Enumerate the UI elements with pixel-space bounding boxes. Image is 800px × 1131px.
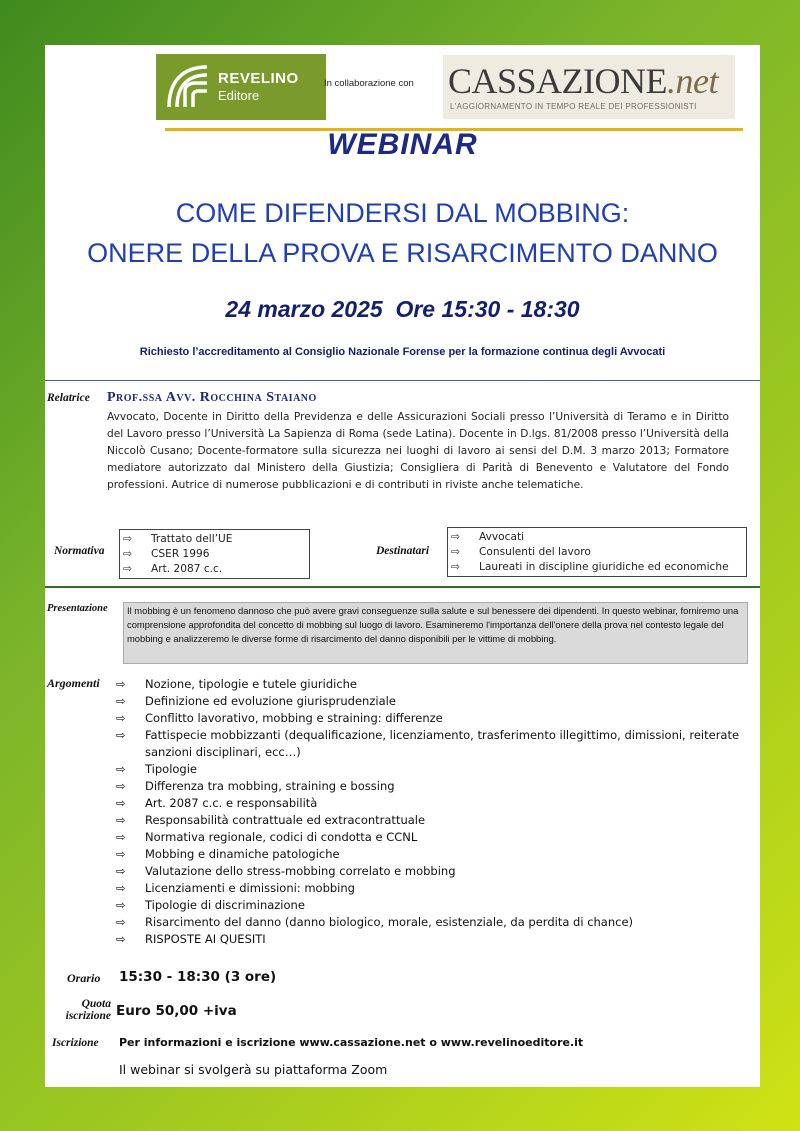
normativa-item: ⇨ Art. 2087 c.c.	[120, 562, 309, 577]
speaker-name-main: Rocchina Staiano	[199, 390, 317, 405]
arrow-right-icon: ⇨	[116, 881, 126, 895]
list-item: ⇨ Nozione, tipologie e tutele giuridiche	[116, 677, 358, 691]
destinatari-item: ⇨ Laureati in discipline giuridiche ed economiche	[448, 560, 746, 575]
arrow-right-icon: ⇨	[116, 898, 126, 912]
revelino-sub: Editore	[218, 88, 260, 103]
destinatari-item: ⇨ Consulenti del lavoro	[448, 545, 746, 560]
arrow-right-icon: ⇨	[116, 711, 126, 725]
list-item: ⇨ Conflitto lavorativo, mobbing e straining: differenze	[116, 711, 443, 725]
normativa-item: ⇨ Trattato dell’UE	[120, 532, 309, 547]
normativa-item: ⇨ CSER 1996	[120, 547, 309, 562]
cassazione-logo	[443, 55, 735, 119]
list-item: ⇨ Definizione ed evoluzione giurisprudenziale	[116, 694, 396, 708]
argomenti-label: Argomenti	[47, 676, 100, 690]
quota-label	[53, 998, 111, 1022]
iscrizione-value: Per informazioni e iscrizione www.cassazione.net o www.revelinoeditore.it	[119, 1036, 584, 1049]
arrow-right-icon: ⇨	[116, 694, 126, 708]
revelino-logo	[156, 54, 326, 120]
title-line-2: ONERE DELLA PROVA E RISARCIMENTO DANNO	[87, 238, 718, 268]
arrow-right-icon: ⇨	[116, 847, 126, 861]
flyer-page	[45, 45, 760, 1087]
presentazione-label: Presentazione	[47, 603, 108, 614]
destinatari-item: ⇨ Avvocati	[448, 530, 746, 545]
cassazione-name	[448, 60, 718, 102]
revelino-name: REVELINO	[218, 70, 299, 87]
arrow-right-icon: ⇨	[451, 546, 460, 558]
arrow-right-icon: ⇨	[116, 728, 126, 742]
arrow-right-icon: ⇨	[116, 864, 126, 878]
arrow-right-icon: ⇨	[116, 796, 126, 810]
accreditation-note: Richiesto l’accreditamento al Consiglio Nazionale Forense per la formazione continua degli Avvocati	[139, 346, 666, 358]
list-item: ⇨ Responsabilità contrattuale ed extracontrattuale	[116, 813, 426, 827]
cassazione-name-main: CASSAZIONE	[448, 61, 668, 101]
speaker-bio: Avvocato, Docente in Diritto della Previdenza e delle Assicurazioni Sociali presso l’Università di Teramo e in Diritto del Lavoro presso l’Università La Sapienza di Roma (sede Latina). Docente in D.lgs. 81/2008 presso l’Università della Niccolò Cusano; Docente-formatore sulla sicurezza nei luoghi di lavoro ai sensi del D.M. 3 marzo 2013; Formatore mediatore autorizzato dal Ministero della Giustizia; Consigliera di Parità di Benevento e Valutatore del Fondo professioni. Autrice di numerose pubblicazioni e di contributi in riviste anche telematiche.	[107, 411, 729, 491]
list-item: ⇨ Tipologie	[116, 762, 198, 776]
destinatari-label: Destinatari	[376, 545, 430, 557]
cassazione-name-suffix: .net	[667, 61, 718, 101]
list-item: ⇨ Differenza tra mobbing, straining e bossing	[116, 779, 395, 793]
speaker-label: Relatrice	[47, 392, 90, 404]
list-item: ⇨ RISPOSTE AI QUESITI	[116, 932, 266, 946]
arrow-right-icon: ⇨	[116, 813, 126, 827]
normativa-box	[119, 529, 310, 579]
destinatari-box	[447, 527, 747, 577]
arrow-right-icon: ⇨	[123, 533, 132, 545]
list-item: ⇨ Tipologie di discriminazione	[116, 898, 305, 912]
quota-value: Euro 50,00 +iva	[116, 1003, 237, 1019]
quota-label-line1: Quota	[81, 998, 111, 1010]
revelino-mark-icon	[163, 61, 213, 111]
blue-divider	[45, 380, 760, 381]
iscrizione-label: Iscrizione	[52, 1037, 99, 1049]
green-divider	[45, 586, 760, 588]
arrow-right-icon: ⇨	[116, 915, 126, 929]
quota-label-line2: iscrizione	[65, 1010, 111, 1022]
list-item: ⇨ Licenziamenti e dimissioni: mobbing	[116, 881, 355, 895]
arrow-right-icon: ⇨	[123, 563, 132, 575]
list-item: ⇨ Fattispecie mobbizzanti (dequalificazione, licenziamento, trasferimento illegittimo, dimissioni, reiterate sanzioni disciplinari, ecc…)	[116, 728, 740, 759]
arrow-right-icon: ⇨	[116, 932, 126, 946]
arrow-right-icon: ⇨	[451, 561, 460, 573]
speaker-name	[107, 390, 317, 406]
list-item: ⇨ Normativa regionale, codici di condotta e CCNL	[116, 830, 418, 844]
arrow-right-icon: ⇨	[116, 677, 126, 691]
normativa-label: Normativa	[54, 545, 105, 557]
arrow-right-icon: ⇨	[451, 531, 460, 543]
presentazione-text: Il mobbing è un fenomeno dannoso che può avere gravi conseguenze sulla salute e sul benessere dei dipendenti. In questo webinar, forniremo una comprensione approfondita del concetto di mobbing sul luogo di lavoro. Esamineremo l'importanza dell'onere della prova nel contesto legale del mobbing e analizzeremo le diverse forme di risarcimento del danno disponibili per le vittime di mobbing.	[123, 602, 748, 664]
list-item: ⇨ Mobbing e dinamiche patologiche	[116, 847, 340, 861]
orario-label: Orario	[67, 971, 101, 985]
title-line-1: COME DIFENDERSI DAL MOBBING:	[175, 198, 630, 228]
list-item: ⇨ Art. 2087 c.c. e responsabilità	[116, 796, 318, 810]
arrow-right-icon: ⇨	[116, 762, 126, 776]
cassazione-tagline: L'AGGIORNAMENTO IN TEMPO REALE DEI PROFESSIONISTI	[450, 102, 697, 111]
event-date: 24 marzo 2025 Ore 15:30 - 18:30	[225, 296, 580, 322]
event-type: WEBINAR	[327, 128, 478, 161]
list-item: ⇨ Risarcimento del danno (danno biologico, morale, esistenziale, da perdita di chance)	[116, 915, 634, 929]
arrow-right-icon: ⇨	[116, 830, 126, 844]
arrow-right-icon: ⇨	[116, 779, 126, 793]
arrow-right-icon: ⇨	[123, 548, 132, 560]
speaker-name-prefix: Prof.ssa Avv.	[107, 390, 200, 405]
topics-list	[116, 676, 746, 948]
zoom-note: Il webinar si svolgerà su piattaforma Zoom	[119, 1062, 388, 1077]
collab-text: In collaborazione con	[324, 78, 414, 89]
orario-value: 15:30 - 18:30 (3 ore)	[119, 969, 277, 985]
list-item: ⇨ Valutazione dello stress-mobbing correlato e mobbing	[116, 864, 456, 878]
